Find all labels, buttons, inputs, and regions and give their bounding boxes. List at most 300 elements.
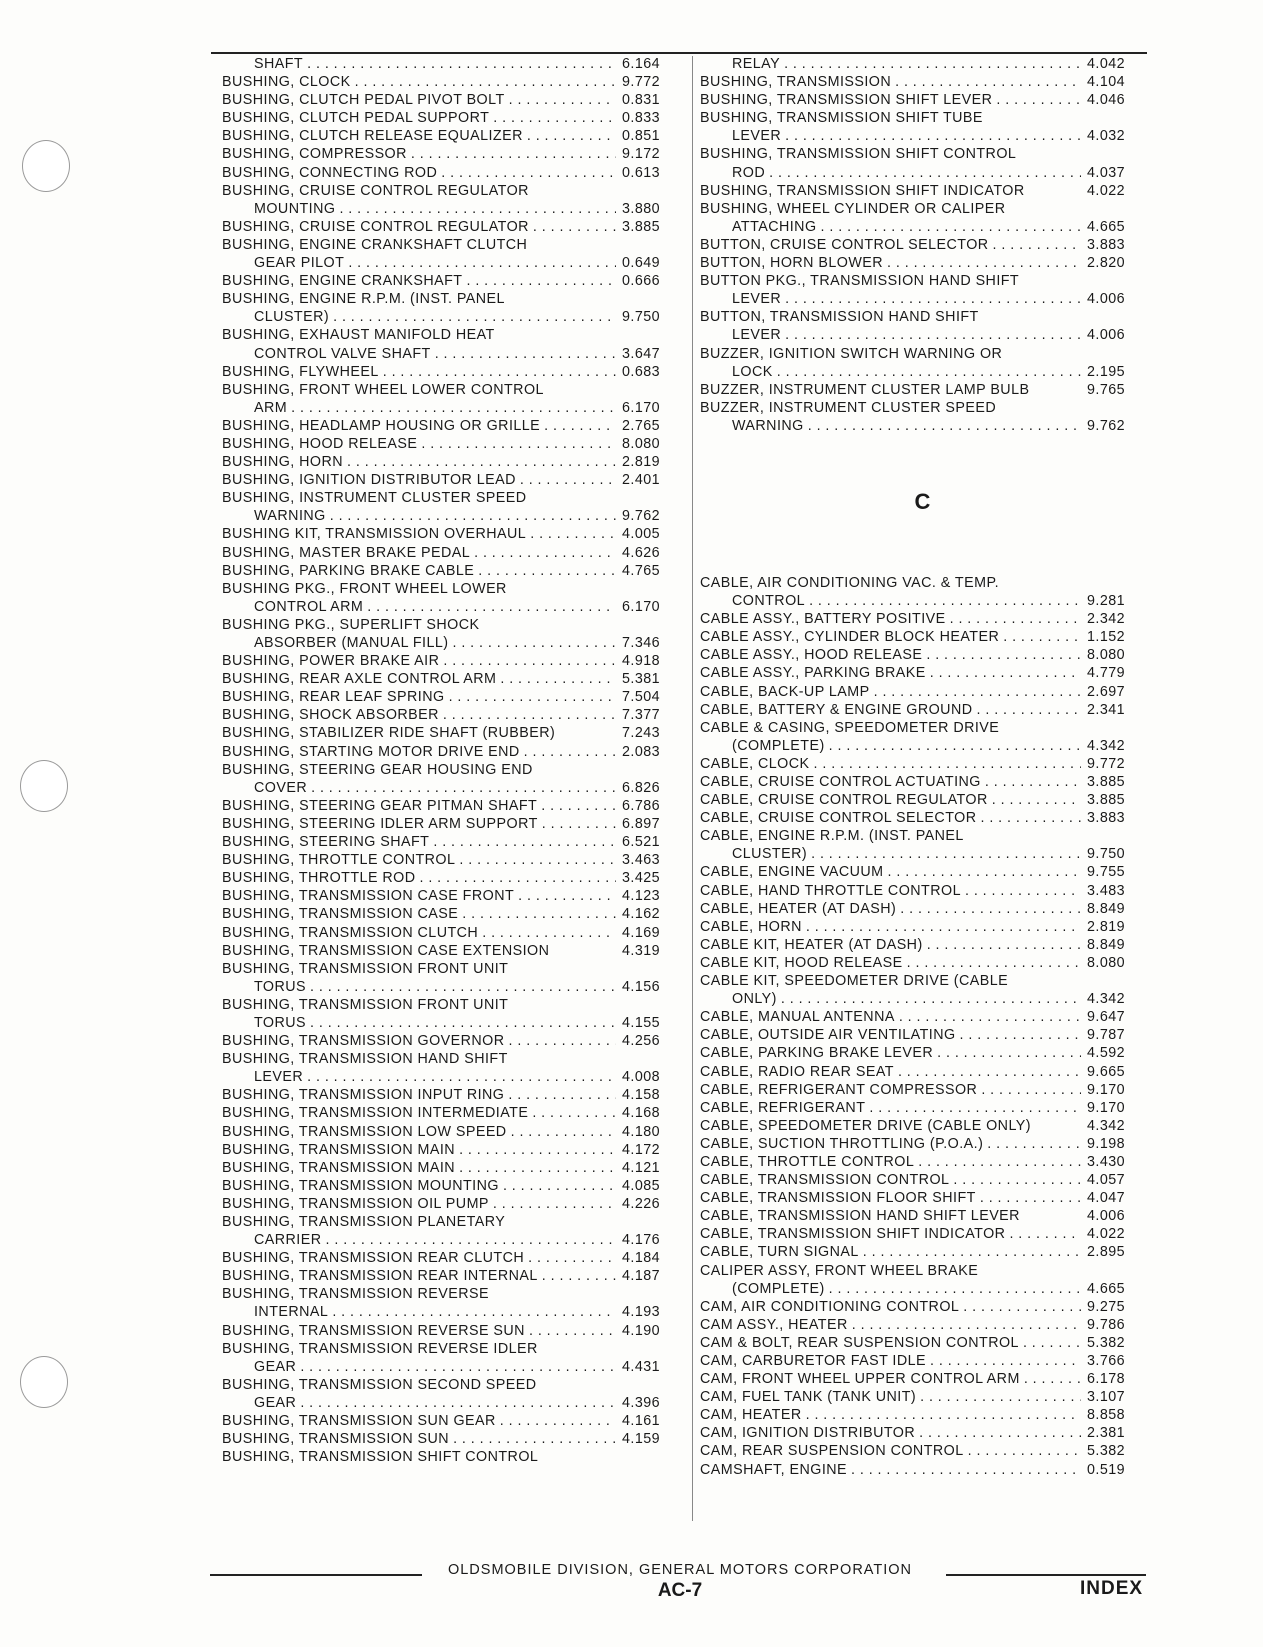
entry-text: BUSHING KIT, TRANSMISSION OVERHAUL bbox=[222, 526, 527, 543]
index-entry bbox=[700, 363, 1145, 381]
index-entry-line bbox=[222, 1050, 680, 1068]
page-reference: 3.483 bbox=[1087, 882, 1126, 899]
entry-text: BUSHING, TRANSMISSION SUN bbox=[222, 1431, 450, 1448]
page-reference: 4.342 bbox=[1087, 991, 1126, 1008]
index-entry bbox=[222, 743, 680, 761]
entry-text: BUSHING, TRANSMISSION CASE EXTENSION bbox=[222, 942, 550, 959]
index-entry bbox=[700, 254, 1145, 272]
index-column-left bbox=[222, 55, 680, 1466]
index-entry bbox=[700, 936, 1145, 954]
page-reference: 1.152 bbox=[1087, 629, 1126, 646]
entry-text: CABLE, REFRIGERANT bbox=[700, 1099, 866, 1116]
page-reference: 4.319 bbox=[622, 942, 661, 959]
entry-text: CLUSTER) bbox=[732, 846, 808, 863]
index-entry bbox=[222, 1231, 680, 1249]
entry-text: GEAR PILOT bbox=[254, 255, 345, 272]
index-entry bbox=[222, 200, 680, 218]
page-reference: 2.381 bbox=[1087, 1425, 1126, 1442]
entry-text: BUSHING, STEERING GEAR PITMAN SHAFT bbox=[222, 797, 538, 814]
entry-text: COVER bbox=[254, 779, 308, 796]
entry-text: BUSHING PKG., SUPERLIFT SHOCK bbox=[222, 616, 480, 633]
index-entry bbox=[222, 363, 680, 381]
entry-text: ARM bbox=[254, 399, 288, 416]
page-reference: 9.786 bbox=[1087, 1316, 1126, 1333]
page-reference: 4.005 bbox=[622, 526, 661, 543]
page-reference: 3.885 bbox=[1087, 774, 1126, 790]
index-entry bbox=[222, 1014, 680, 1032]
index-entry bbox=[222, 887, 680, 905]
entry-text: CABLE, REFRIGERANT COMPRESSOR bbox=[700, 1081, 978, 1098]
page-reference: 4.626 bbox=[622, 544, 661, 561]
index-entry bbox=[222, 779, 680, 797]
index-entry bbox=[700, 900, 1145, 918]
entry-text: BUSHING, HORN bbox=[222, 454, 344, 471]
index-entry bbox=[700, 809, 1145, 827]
entry-text: LEVER bbox=[732, 128, 782, 145]
page-reference: 9.750 bbox=[1087, 846, 1126, 863]
page-reference: 4.042 bbox=[1087, 56, 1126, 72]
page-reference: 4.342 bbox=[1087, 737, 1126, 754]
entry-text: BUSHING, STABILIZER RIDE SHAFT (RUBBER) bbox=[222, 725, 556, 742]
entry-text: BUSHING, MASTER BRAKE PEDAL bbox=[222, 544, 471, 561]
entry-text: CABLE ASSY., HOOD RELEASE bbox=[700, 647, 923, 664]
entry-text: CAM, REAR SUSPENSION CONTROL bbox=[700, 1443, 964, 1460]
index-entry-line bbox=[222, 1376, 680, 1394]
page-reference: 9.198 bbox=[1087, 1135, 1126, 1152]
entry-text: BUSHING, TRANSMISSION REVERSE bbox=[222, 1286, 490, 1303]
index-entry bbox=[700, 1207, 1145, 1225]
index-entry bbox=[222, 127, 680, 145]
page-reference: 9.172 bbox=[622, 146, 661, 163]
entry-text: BUSHING, TRANSMISSION SECOND SPEED bbox=[222, 1376, 537, 1393]
entry-text: CABLE ASSY., BATTERY POSITIVE bbox=[700, 611, 946, 628]
page-reference: 2.765 bbox=[622, 417, 661, 434]
index-entry bbox=[700, 701, 1145, 719]
entry-text: CONTROL ARM bbox=[254, 598, 364, 615]
index-entry bbox=[700, 954, 1145, 972]
index-entry bbox=[700, 1026, 1145, 1044]
entry-text: CABLE ASSY., PARKING BRAKE bbox=[700, 665, 926, 682]
index-entry bbox=[700, 791, 1145, 809]
entry-text: BUTTON, HORN BLOWER bbox=[700, 255, 884, 272]
page-reference: 8.858 bbox=[1087, 1407, 1126, 1424]
entry-text: CABLE, MANUAL ANTENNA bbox=[700, 1009, 895, 1026]
page-reference: 4.008 bbox=[622, 1069, 661, 1086]
index-entry-line bbox=[700, 574, 1145, 592]
index-entry-line bbox=[222, 761, 680, 779]
entry-text: CABLE, TRANSMISSION SHIFT INDICATOR bbox=[700, 1226, 1006, 1243]
index-entry bbox=[222, 706, 680, 724]
page-reference: 2.401 bbox=[622, 472, 661, 489]
page-reference: 4.168 bbox=[622, 1105, 661, 1122]
entry-text: BUSHING, COMPRESSOR bbox=[222, 146, 407, 163]
index-entry bbox=[700, 1243, 1145, 1261]
index-entry bbox=[222, 598, 680, 616]
entry-text: GEAR bbox=[254, 1358, 297, 1375]
index-entry bbox=[700, 218, 1145, 236]
entry-text: RELAY bbox=[732, 56, 781, 72]
page-reference: 9.275 bbox=[1087, 1298, 1126, 1315]
page-reference: 3.463 bbox=[622, 852, 661, 869]
entry-text: SHAFT bbox=[254, 56, 304, 72]
entry-text: BUSHING, POWER BRAKE AIR bbox=[222, 653, 440, 670]
page-reference: 3.107 bbox=[1087, 1389, 1126, 1406]
index-entry-line bbox=[222, 616, 680, 634]
page-reference: 3.883 bbox=[1087, 236, 1126, 253]
index-entry bbox=[700, 610, 1145, 628]
page-reference: 0.831 bbox=[622, 92, 661, 109]
index-entry-line bbox=[700, 345, 1145, 363]
index-entry bbox=[700, 55, 1145, 73]
index-entry bbox=[700, 127, 1145, 145]
page-reference: 3.885 bbox=[1087, 792, 1126, 809]
page-reference: 9.787 bbox=[1087, 1027, 1126, 1044]
index-entry bbox=[222, 1322, 680, 1340]
page-reference: 3.430 bbox=[1087, 1153, 1126, 1170]
entry-text: BUSHING, STEERING SHAFT bbox=[222, 834, 430, 851]
index-group-b-continued bbox=[700, 55, 1145, 435]
index-entry bbox=[700, 1461, 1145, 1479]
entry-text: BUSHING, TRANSMISSION SHIFT LEVER bbox=[700, 92, 993, 109]
index-entry bbox=[700, 592, 1145, 610]
page-reference: 3.425 bbox=[622, 870, 661, 887]
page-reference: 0.519 bbox=[1087, 1461, 1126, 1478]
page-reference: 4.665 bbox=[1087, 1280, 1126, 1297]
index-entry bbox=[222, 525, 680, 543]
page-reference: 2.083 bbox=[622, 743, 661, 760]
page-reference: 4.187 bbox=[622, 1268, 661, 1285]
entry-text: BUSHING, REAR AXLE CONTROL ARM bbox=[222, 671, 497, 688]
entry-text: BUSHING PKG., FRONT WHEEL LOWER bbox=[222, 580, 507, 597]
entry-text: BUSHING, CLOCK bbox=[222, 74, 351, 91]
entry-text: BUZZER, INSTRUMENT CLUSTER LAMP BULB bbox=[700, 381, 1030, 398]
entry-text: MOUNTING bbox=[254, 200, 336, 217]
binder-hole-bottom bbox=[20, 1356, 68, 1408]
index-entry-line bbox=[222, 326, 680, 344]
index-entry bbox=[700, 1171, 1145, 1189]
entry-text: INTERNAL bbox=[254, 1304, 329, 1321]
index-entry bbox=[222, 453, 680, 471]
entry-text: BUSHING, TRANSMISSION SHIFT CONTROL bbox=[222, 1449, 539, 1466]
index-entry-line bbox=[222, 381, 680, 399]
entry-text: BUSHING, CRUISE CONTROL REGULATOR bbox=[222, 218, 529, 235]
entry-text: BUSHING, STEERING GEAR HOUSING END bbox=[222, 761, 533, 778]
entry-text: ONLY) bbox=[732, 991, 777, 1008]
index-entry-line bbox=[700, 399, 1145, 417]
entry-text: BUSHING, TRANSMISSION CASE bbox=[222, 906, 459, 923]
entry-text: ATTACHING bbox=[732, 218, 817, 235]
index-entry bbox=[700, 73, 1145, 91]
index-entry-line bbox=[222, 1285, 680, 1303]
page-reference: 4.396 bbox=[622, 1394, 661, 1411]
index-entry bbox=[700, 1280, 1145, 1298]
index-entry bbox=[700, 182, 1145, 200]
index-entry-line bbox=[700, 972, 1145, 990]
index-entry bbox=[700, 1424, 1145, 1442]
page-reference: 4.918 bbox=[622, 653, 661, 670]
entry-text: BUSHING, EXHAUST MANIFOLD HEAT bbox=[222, 327, 495, 344]
page-reference: 0.833 bbox=[622, 110, 661, 127]
index-entry bbox=[222, 73, 680, 91]
page-reference: 2.341 bbox=[1087, 701, 1126, 718]
entry-text: CABLE, AIR CONDITIONING VAC. & TEMP. bbox=[700, 574, 1000, 591]
index-entry bbox=[222, 399, 680, 417]
index-entry bbox=[222, 1068, 680, 1086]
index-entry-line bbox=[222, 996, 680, 1014]
entry-text: CABLE KIT, HOOD RELEASE bbox=[700, 954, 903, 971]
entry-text: CABLE, SUCTION THROTTLING (P.O.A.) bbox=[700, 1135, 984, 1152]
page-reference: 4.057 bbox=[1087, 1172, 1126, 1189]
index-entry bbox=[222, 562, 680, 580]
page-reference: 6.170 bbox=[622, 598, 661, 615]
index-entry bbox=[222, 507, 680, 525]
binder-hole-middle bbox=[20, 760, 68, 812]
index-entry bbox=[700, 1388, 1145, 1406]
page-reference: 5.382 bbox=[1087, 1334, 1126, 1351]
index-entry bbox=[700, 164, 1145, 182]
index-entry bbox=[222, 1195, 680, 1213]
entry-text: BUSHING, ENGINE CRANKSHAFT bbox=[222, 273, 463, 290]
page-reference: 4.032 bbox=[1087, 128, 1126, 145]
page-reference: 9.772 bbox=[622, 74, 661, 91]
page-reference: 4.046 bbox=[1087, 92, 1126, 109]
index-entry bbox=[222, 145, 680, 163]
index-entry-line bbox=[700, 827, 1145, 845]
index-entry bbox=[700, 755, 1145, 773]
page-reference: 4.085 bbox=[622, 1177, 661, 1194]
entry-text: CABLE KIT, HEATER (AT DASH) bbox=[700, 936, 923, 953]
index-entry bbox=[222, 308, 680, 326]
entry-text: WARNING bbox=[732, 417, 804, 434]
index-entry bbox=[700, 1063, 1145, 1081]
footer-division: OLDSMOBILE DIVISION, GENERAL MOTORS CORPORATION bbox=[447, 1562, 913, 1578]
index-entry bbox=[222, 670, 680, 688]
page-reference: 4.765 bbox=[622, 562, 661, 579]
entry-text: BUSHING, INSTRUMENT CLUSTER SPEED bbox=[222, 490, 527, 507]
entry-text: BUTTON, TRANSMISSION HAND SHIFT bbox=[700, 309, 979, 326]
entry-text: BUSHING, TRANSMISSION REVERSE SUN bbox=[222, 1322, 525, 1339]
entry-text: BUSHING, STARTING MOTOR DRIVE END bbox=[222, 743, 520, 760]
page-reference: 3.885 bbox=[622, 218, 661, 235]
page-reference: 4.431 bbox=[622, 1358, 661, 1375]
index-entry bbox=[222, 91, 680, 109]
entry-text: CABLE, THROTTLE CONTROL bbox=[700, 1153, 915, 1170]
index-entry-line bbox=[222, 236, 680, 254]
entry-text: BUSHING, TRANSMISSION INTERMEDIATE bbox=[222, 1105, 529, 1122]
page-reference: 4.592 bbox=[1087, 1045, 1126, 1062]
entry-text: BUSHING, CONNECTING ROD bbox=[222, 164, 438, 181]
entry-text: BUSHING, TRANSMISSION HAND SHIFT bbox=[222, 1051, 508, 1068]
index-entry bbox=[700, 845, 1145, 863]
binder-hole-top bbox=[22, 140, 70, 192]
entry-text: BUSHING, TRANSMISSION MAIN bbox=[222, 1159, 456, 1176]
entry-text: BUSHING, FLYWHEEL bbox=[222, 363, 379, 380]
entry-text: CABLE, SPEEDOMETER DRIVE (CABLE ONLY) bbox=[700, 1117, 1031, 1134]
entry-text: BUSHING, TRANSMISSION MOUNTING bbox=[222, 1177, 499, 1194]
entry-text: CAM, FRONT WHEEL UPPER CONTROL ARM bbox=[700, 1371, 1020, 1388]
index-entry bbox=[222, 435, 680, 453]
entry-text: CABLE, HEATER (AT DASH) bbox=[700, 900, 897, 917]
entry-text: CABLE, ENGINE R.P.M. (INST. PANEL bbox=[700, 828, 964, 845]
page-reference: 7.377 bbox=[622, 707, 661, 724]
entry-text: CABLE, CLOCK bbox=[700, 755, 810, 772]
entry-text: CABLE, OUTSIDE AIR VENTILATING bbox=[700, 1027, 956, 1044]
entry-text: BUSHING, CLUTCH PEDAL PIVOT BOLT bbox=[222, 92, 505, 109]
page-reference: 8.849 bbox=[1087, 900, 1126, 917]
entry-text: BUSHING, CLUTCH PEDAL SUPPORT bbox=[222, 110, 490, 127]
index-entry-line bbox=[700, 1262, 1145, 1280]
page-reference: 4.104 bbox=[1087, 74, 1126, 91]
page-reference: 0.649 bbox=[622, 255, 661, 272]
index-entry bbox=[700, 664, 1145, 682]
entry-text: CABLE, HAND THROTTLE CONTROL bbox=[700, 882, 961, 899]
index-entry bbox=[222, 417, 680, 435]
entry-text: BUSHING, STEERING IDLER ARM SUPPORT bbox=[222, 815, 538, 832]
page-reference: 4.779 bbox=[1087, 665, 1126, 682]
entry-text: CAM, AIR CONDITIONING CONTROL bbox=[700, 1298, 960, 1315]
index-entry-line bbox=[700, 719, 1145, 737]
entry-text: BUSHING, TRANSMISSION REAR INTERNAL bbox=[222, 1268, 538, 1285]
index-entry bbox=[222, 1032, 680, 1050]
page-reference: 4.342 bbox=[1087, 1117, 1126, 1134]
index-entry-line bbox=[700, 109, 1145, 127]
index-entry bbox=[222, 1177, 680, 1195]
entry-text: CABLE, BACK-UP LAMP bbox=[700, 683, 870, 700]
page-reference: 4.256 bbox=[622, 1033, 661, 1050]
entry-text: BUSHING, TRANSMISSION REAR CLUTCH bbox=[222, 1250, 525, 1267]
entry-text: WARNING bbox=[254, 508, 326, 525]
entry-text: BUSHING, TRANSMISSION INPUT RING bbox=[222, 1087, 505, 1104]
entry-text: BUSHING, TRANSMISSION MAIN bbox=[222, 1141, 456, 1158]
entry-text: CABLE, BATTERY & ENGINE GROUND bbox=[700, 701, 973, 718]
entry-text: BUSHING, TRANSMISSION GOVERNOR bbox=[222, 1033, 505, 1050]
index-entry-line bbox=[700, 145, 1145, 163]
index-entry bbox=[222, 254, 680, 272]
page-reference: 6.170 bbox=[622, 399, 661, 416]
page-reference: 6.178 bbox=[1087, 1371, 1126, 1388]
page-reference: 5.381 bbox=[622, 671, 661, 688]
index-entry bbox=[222, 851, 680, 869]
index-entry-line bbox=[700, 200, 1145, 218]
index-entry bbox=[700, 91, 1145, 109]
entry-text: CLUSTER) bbox=[254, 309, 330, 326]
entry-text: BUTTON PKG., TRANSMISSION HAND SHIFT bbox=[700, 273, 1020, 290]
index-entry bbox=[222, 724, 680, 742]
page-reference: 4.190 bbox=[622, 1322, 661, 1339]
entry-text: CAM, HEATER bbox=[700, 1407, 802, 1424]
index-entry bbox=[700, 1153, 1145, 1171]
entry-text: TORUS bbox=[254, 978, 307, 995]
entry-text: CABLE, TRANSMISSION CONTROL bbox=[700, 1172, 950, 1189]
index-entry bbox=[222, 544, 680, 562]
page-reference: 4.184 bbox=[622, 1250, 661, 1267]
footer-rule-right bbox=[946, 1574, 1146, 1576]
entry-text: CABLE KIT, SPEEDOMETER DRIVE (CABLE bbox=[700, 973, 1009, 990]
page-reference: 7.346 bbox=[622, 635, 661, 651]
index-entry bbox=[222, 109, 680, 127]
index-entry bbox=[700, 1352, 1145, 1370]
entry-text: BUSHING, TRANSMISSION CASE FRONT bbox=[222, 888, 515, 905]
page-reference: 9.665 bbox=[1087, 1063, 1126, 1080]
index-entry bbox=[700, 863, 1145, 881]
page-reference: 9.647 bbox=[1087, 1009, 1126, 1026]
page-reference: 9.281 bbox=[1087, 593, 1126, 610]
entry-text: BUSHING, TRANSMISSION CLUTCH bbox=[222, 924, 479, 941]
entry-text: LEVER bbox=[732, 291, 782, 308]
entry-text: CABLE, RADIO REAR SEAT bbox=[700, 1063, 894, 1080]
page-reference: 2.697 bbox=[1087, 683, 1126, 700]
entry-text: CABLE, TRANSMISSION HAND SHIFT LEVER bbox=[700, 1208, 1020, 1225]
page-reference: 4.156 bbox=[622, 978, 661, 995]
index-entry bbox=[222, 688, 680, 706]
entry-text: BUZZER, IGNITION SWITCH WARNING OR bbox=[700, 345, 1003, 362]
page-reference: 4.162 bbox=[622, 906, 661, 923]
page-reference: 8.849 bbox=[1087, 936, 1126, 953]
index-entry-line bbox=[222, 182, 680, 200]
entry-text: CONTROL bbox=[732, 593, 806, 610]
index-entry bbox=[222, 1448, 680, 1466]
entry-text: BUZZER, INSTRUMENT CLUSTER SPEED bbox=[700, 399, 997, 416]
page-reference: 4.006 bbox=[1087, 327, 1126, 344]
page-reference: 9.762 bbox=[622, 508, 661, 525]
index-entry-line bbox=[700, 272, 1145, 290]
index-entry bbox=[222, 942, 680, 960]
index-entry bbox=[700, 737, 1145, 755]
index-entry bbox=[222, 1141, 680, 1159]
entry-text: BUSHING, TRANSMISSION PLANETARY bbox=[222, 1214, 506, 1230]
entry-text: BUSHING, SHOCK ABSORBER bbox=[222, 707, 439, 724]
entry-text: BUSHING, ENGINE CRANKSHAFT CLUTCH bbox=[222, 236, 528, 253]
entry-text: CAM, CARBURETOR FAST IDLE bbox=[700, 1353, 927, 1369]
page-reference: 0.851 bbox=[622, 128, 661, 145]
index-entry bbox=[700, 628, 1145, 646]
page-reference: 5.382 bbox=[1087, 1443, 1126, 1460]
page-reference: 2.895 bbox=[1087, 1244, 1126, 1261]
entry-text: CABLE, PARKING BRAKE LEVER bbox=[700, 1045, 934, 1062]
index-entry bbox=[700, 326, 1145, 344]
index-entry bbox=[700, 1316, 1145, 1334]
page-reference: 8.080 bbox=[1087, 647, 1126, 664]
index-entry bbox=[700, 1117, 1145, 1135]
page-reference: 4.665 bbox=[1087, 218, 1126, 235]
page-reference: 6.164 bbox=[622, 56, 661, 72]
entry-text: BUSHING, TRANSMISSION bbox=[700, 74, 892, 91]
index-entry bbox=[222, 1394, 680, 1412]
entry-text: BUSHING, ENGINE R.P.M. (INST. PANEL bbox=[222, 291, 505, 308]
index-entry bbox=[222, 1412, 680, 1430]
entry-text: CARRIER bbox=[254, 1232, 322, 1249]
page-reference: 4.161 bbox=[622, 1413, 661, 1430]
index-entry bbox=[700, 1099, 1145, 1117]
page-reference: 4.006 bbox=[1087, 291, 1126, 308]
entry-text: LOCK bbox=[732, 363, 773, 380]
index-entry bbox=[700, 290, 1145, 308]
page-reference: 3.880 bbox=[622, 200, 661, 217]
page-reference: 6.521 bbox=[622, 834, 661, 851]
index-entry bbox=[222, 1303, 680, 1321]
index-entry bbox=[700, 918, 1145, 936]
index-entry-line bbox=[222, 1213, 680, 1231]
top-rule bbox=[211, 52, 1147, 54]
entry-text: CAM, IGNITION DISTRIBUTOR bbox=[700, 1425, 916, 1442]
page-reference: 6.786 bbox=[622, 797, 661, 814]
index-entry bbox=[700, 381, 1145, 399]
page-reference: 8.080 bbox=[622, 435, 661, 452]
entry-text: BUSHING, TRANSMISSION SHIFT CONTROL bbox=[700, 146, 1017, 163]
index-entry bbox=[222, 634, 680, 652]
page-reference: 2.820 bbox=[1087, 255, 1126, 272]
page-reference: 6.897 bbox=[622, 815, 661, 832]
